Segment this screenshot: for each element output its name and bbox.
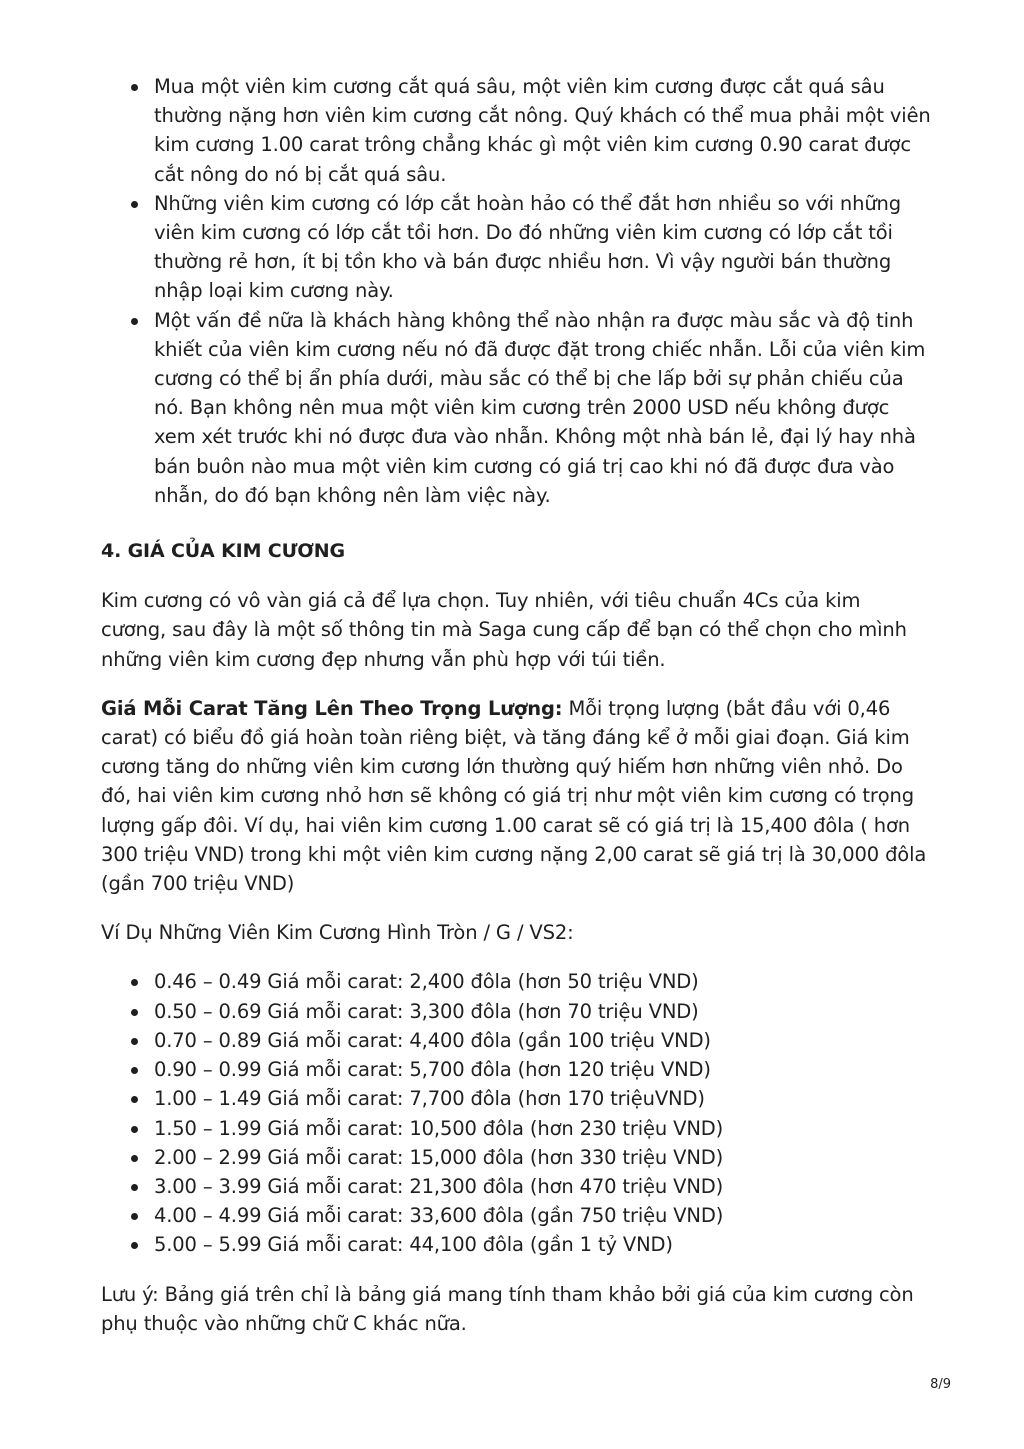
price-item: 3.00 – 3.99 Giá mỗi carat: 21,300 đôla (hơn 470 triệu VND) [101, 1172, 931, 1201]
price-item: 0.90 – 0.99 Giá mỗi carat: 5,700 đôla (hơn 120 triệu VND) [101, 1055, 931, 1084]
list-item: Một vấn đề nữa là khách hàng không thể nào nhận ra được màu sắc và độ tinh khiết của viên kim cương nếu nó đã được đặt trong chiếc nhẫn. Lỗi của viên kim cương có thể bị ẩn phía dưới, màu sắc có thể bị che lấp bởi sự phản chiếu của nó. Bạn không nên mua một viên kim cương trên 2000 USD nếu không được xem xét trước khi nó được đưa vào nhẫn. Không một nhà bán lẻ, đại lý hay nhà bán buôn nào mua một viên kim cương có giá trị cao khi nó đã được đưa vào nhẫn, do đó bạn không nên làm việc này. [101, 306, 931, 510]
note-paragraph: Lưu ý: Bảng giá trên chỉ là bảng giá mang tính tham khảo bởi giá của kim cương còn phụ thuộc vào những chữ C khác nữa. [101, 1282, 914, 1335]
price-item: 0.46 – 0.49 Giá mỗi carat: 2,400 đôla (hơn 50 triệu VND) [101, 967, 931, 996]
price-item: 0.50 – 0.69 Giá mỗi carat: 3,300 đôla (hơn 70 triệu VND) [101, 997, 931, 1026]
price-item: 0.70 – 0.89 Giá mỗi carat: 4,400 đôla (gần 100 triệu VND) [101, 1026, 931, 1055]
example-title: Ví Dụ Những Viên Kim Cương Hình Tròn / G / VS2: [101, 921, 574, 945]
price-item: 5.00 – 5.99 Giá mỗi carat: 44,100 đôla (gần 1 tỷ VND) [101, 1230, 931, 1259]
price-item: 1.00 – 1.49 Giá mỗi carat: 7,700 đôla (hơn 170 triệuVND) [101, 1084, 931, 1113]
price-per-carat-paragraph [101, 694, 931, 898]
price-item: 4.00 – 4.99 Giá mỗi carat: 33,600 đôla (gần 750 triệu VND) [101, 1201, 931, 1230]
price-item: 2.00 – 2.99 Giá mỗi carat: 15,000 đôla (hơn 330 triệu VND) [101, 1143, 931, 1172]
bullet-list-top [101, 72, 931, 510]
page-number: 8/9 [930, 1377, 951, 1392]
price-item: 1.50 – 1.99 Giá mỗi carat: 10,500 đôla (hơn 230 triệu VND) [101, 1114, 931, 1143]
price-list [101, 967, 931, 1259]
document-page [101, 72, 931, 1338]
paragraph-lead: Giá Mỗi Carat Tăng Lên Theo Trọng Lượng: [101, 696, 563, 720]
intro-paragraph: Kim cương có vô vàn giá cả để lựa chọn. Tuy nhiên, với tiêu chuẩn 4Cs của kim cương, sau đây là một số thông tin mà Saga cung cấp để bạn có thể chọn cho mình những viên kim cương đẹp nhưng vẫn phù hợp với túi tiền. [101, 589, 907, 671]
list-item: Những viên kim cương có lớp cắt hoàn hảo có thể đắt hơn nhiều so với những viên kim cương có lớp cắt tồi hơn. Do đó những viên kim cương có lớp cắt tồi thường rẻ hơn, ít bị tồn kho và bán được nhiều hơn. Vì vậy người bán thường nhập loại kim cương này. [101, 189, 931, 306]
list-item: Mua một viên kim cương cắt quá sâu, một viên kim cương được cắt quá sâu thường nặng hơn viên kim cương cắt nông. Quý khách có thể mua phải một viên kim cương 1.00 carat trông chẳng khác gì một viên kim cương 0.90 carat được cắt nông do nó bị cắt quá sâu. [101, 72, 931, 189]
paragraph-body: Mỗi trọng lượng (bắt đầu với 0,46 carat) có biểu đồ giá hoàn toàn riêng biệt, và tăng đáng kể ở mỗi giai đoạn. Giá kim cương tăng do những viên kim cương lớn thường quý hiếm hơn những viên nhỏ. Do đó, hai viên kim cương nhỏ hơn sẽ không có giá trị như một viên kim cương có trọng lượng gấp đôi. Ví dụ, hai viên kim cương 1.00 carat sẽ có giá trị là 15,400 đôla ( hơn 300 triệu VND) trong khi một viên kim cương nặng 2,00 carat sẽ giá trị là 30,000 đôla (gần 700 triệu VND) [101, 696, 927, 896]
section-heading: 4. GIÁ CỦA KIM CƯƠNG [101, 540, 345, 563]
